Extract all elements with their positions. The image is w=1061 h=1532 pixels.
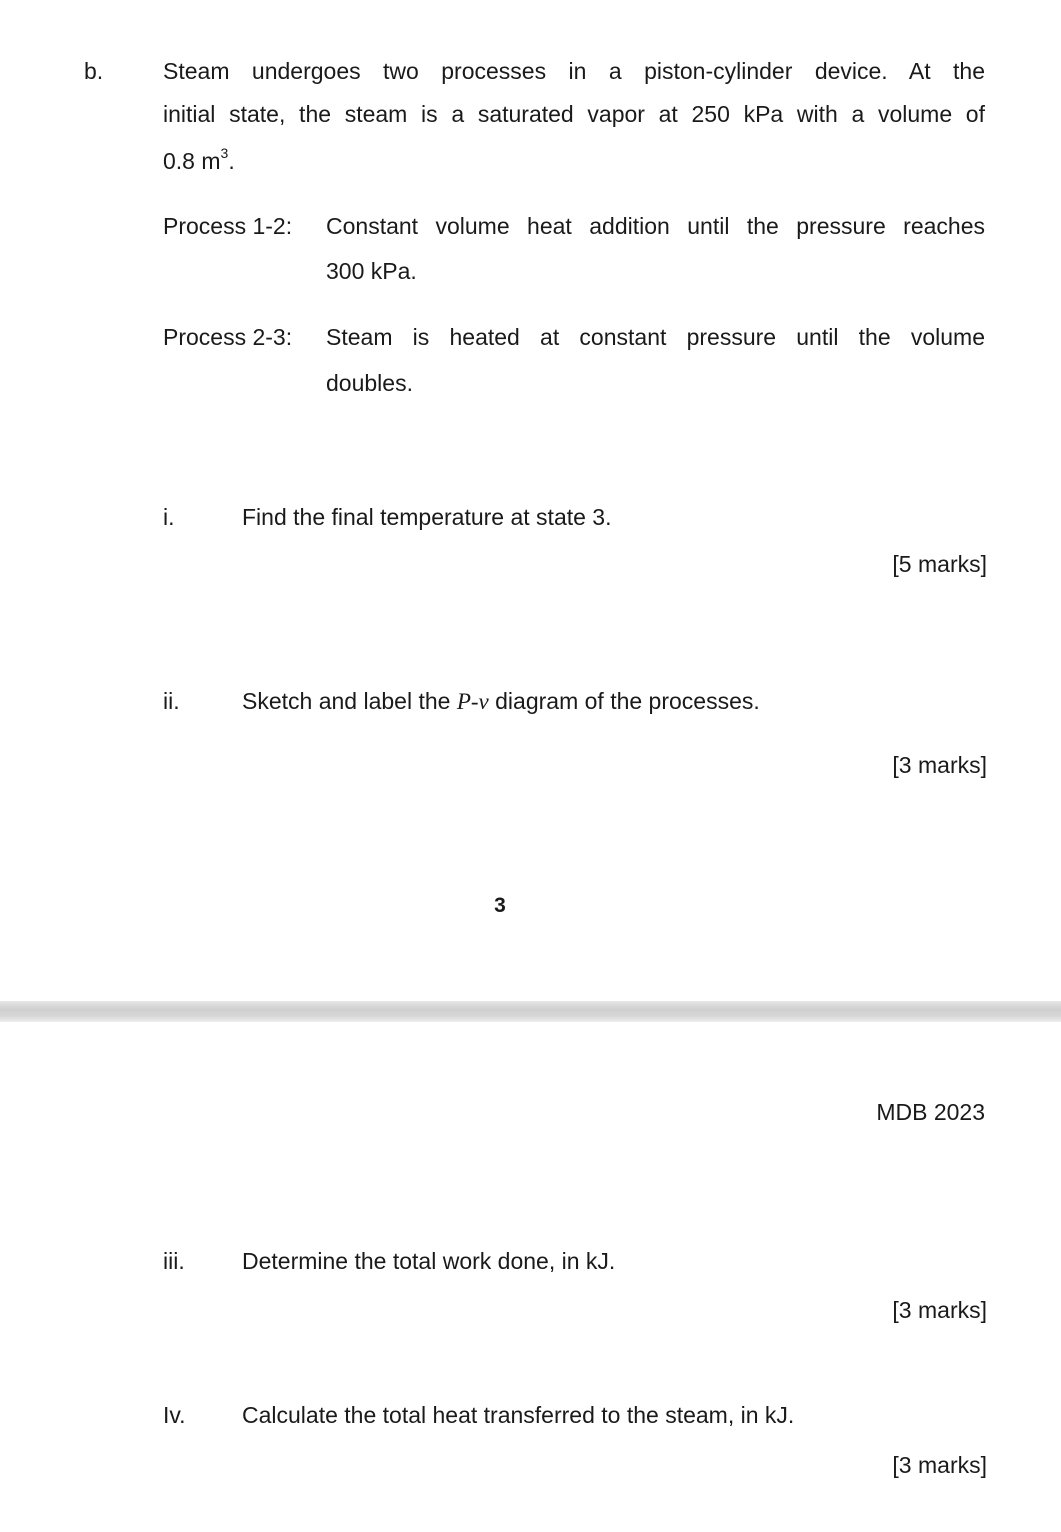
process-23-line-1: Steam is heated at constant pressure until the volume [326,324,985,350]
intro-period: . [228,148,235,174]
intro-line-1: Steam undergoes two processes in a piston-cylinder device. At the [163,58,985,84]
process-12-line-1: Constant volume heat addition until the pressure reaches [326,213,985,239]
question-iv-marks: [3 marks] [892,1452,987,1478]
question-i-number: i. [163,504,175,530]
question-ii-text-post: diagram of the processes. [488,688,760,714]
question-i-marks: [5 marks] [892,551,987,577]
intro-line-2: initial state, the steam is a saturated vapor at 250 kPa with a volume of [163,101,985,127]
question-iii-text: Determine the total work done, in kJ. [242,1248,616,1274]
process-23-label: Process 2-3: [163,324,293,350]
process-23-line-2: doubles. [326,370,413,396]
intro-line-3 [163,145,235,176]
process-12-label: Process 1-2: [163,213,293,239]
question-iii-number: iii. [163,1248,185,1274]
question-iii-marks: [3 marks] [892,1297,987,1323]
question-iv-text: Calculate the total heat transferred to the steam, in kJ. [242,1402,795,1428]
question-iv-number: Iv. [163,1402,186,1428]
page-divider [0,1001,1061,1022]
question-ii-text-pre: Sketch and label the [242,688,457,714]
question-ii-number: ii. [163,688,180,714]
cubic-superscript: 3 [220,145,229,161]
question-ii-text [242,688,760,716]
question-i-text: Find the final temperature at state 3. [242,504,612,530]
part-label: b. [84,58,104,84]
initial-volume-value: 0.8 m [163,148,221,174]
page-number: 3 [494,894,506,917]
pv-symbol: P-v [456,689,489,714]
page-header: MDB 2023 [876,1099,985,1125]
question-ii-marks: [3 marks] [892,752,987,778]
process-12-line-2: 300 kPa. [326,258,417,284]
